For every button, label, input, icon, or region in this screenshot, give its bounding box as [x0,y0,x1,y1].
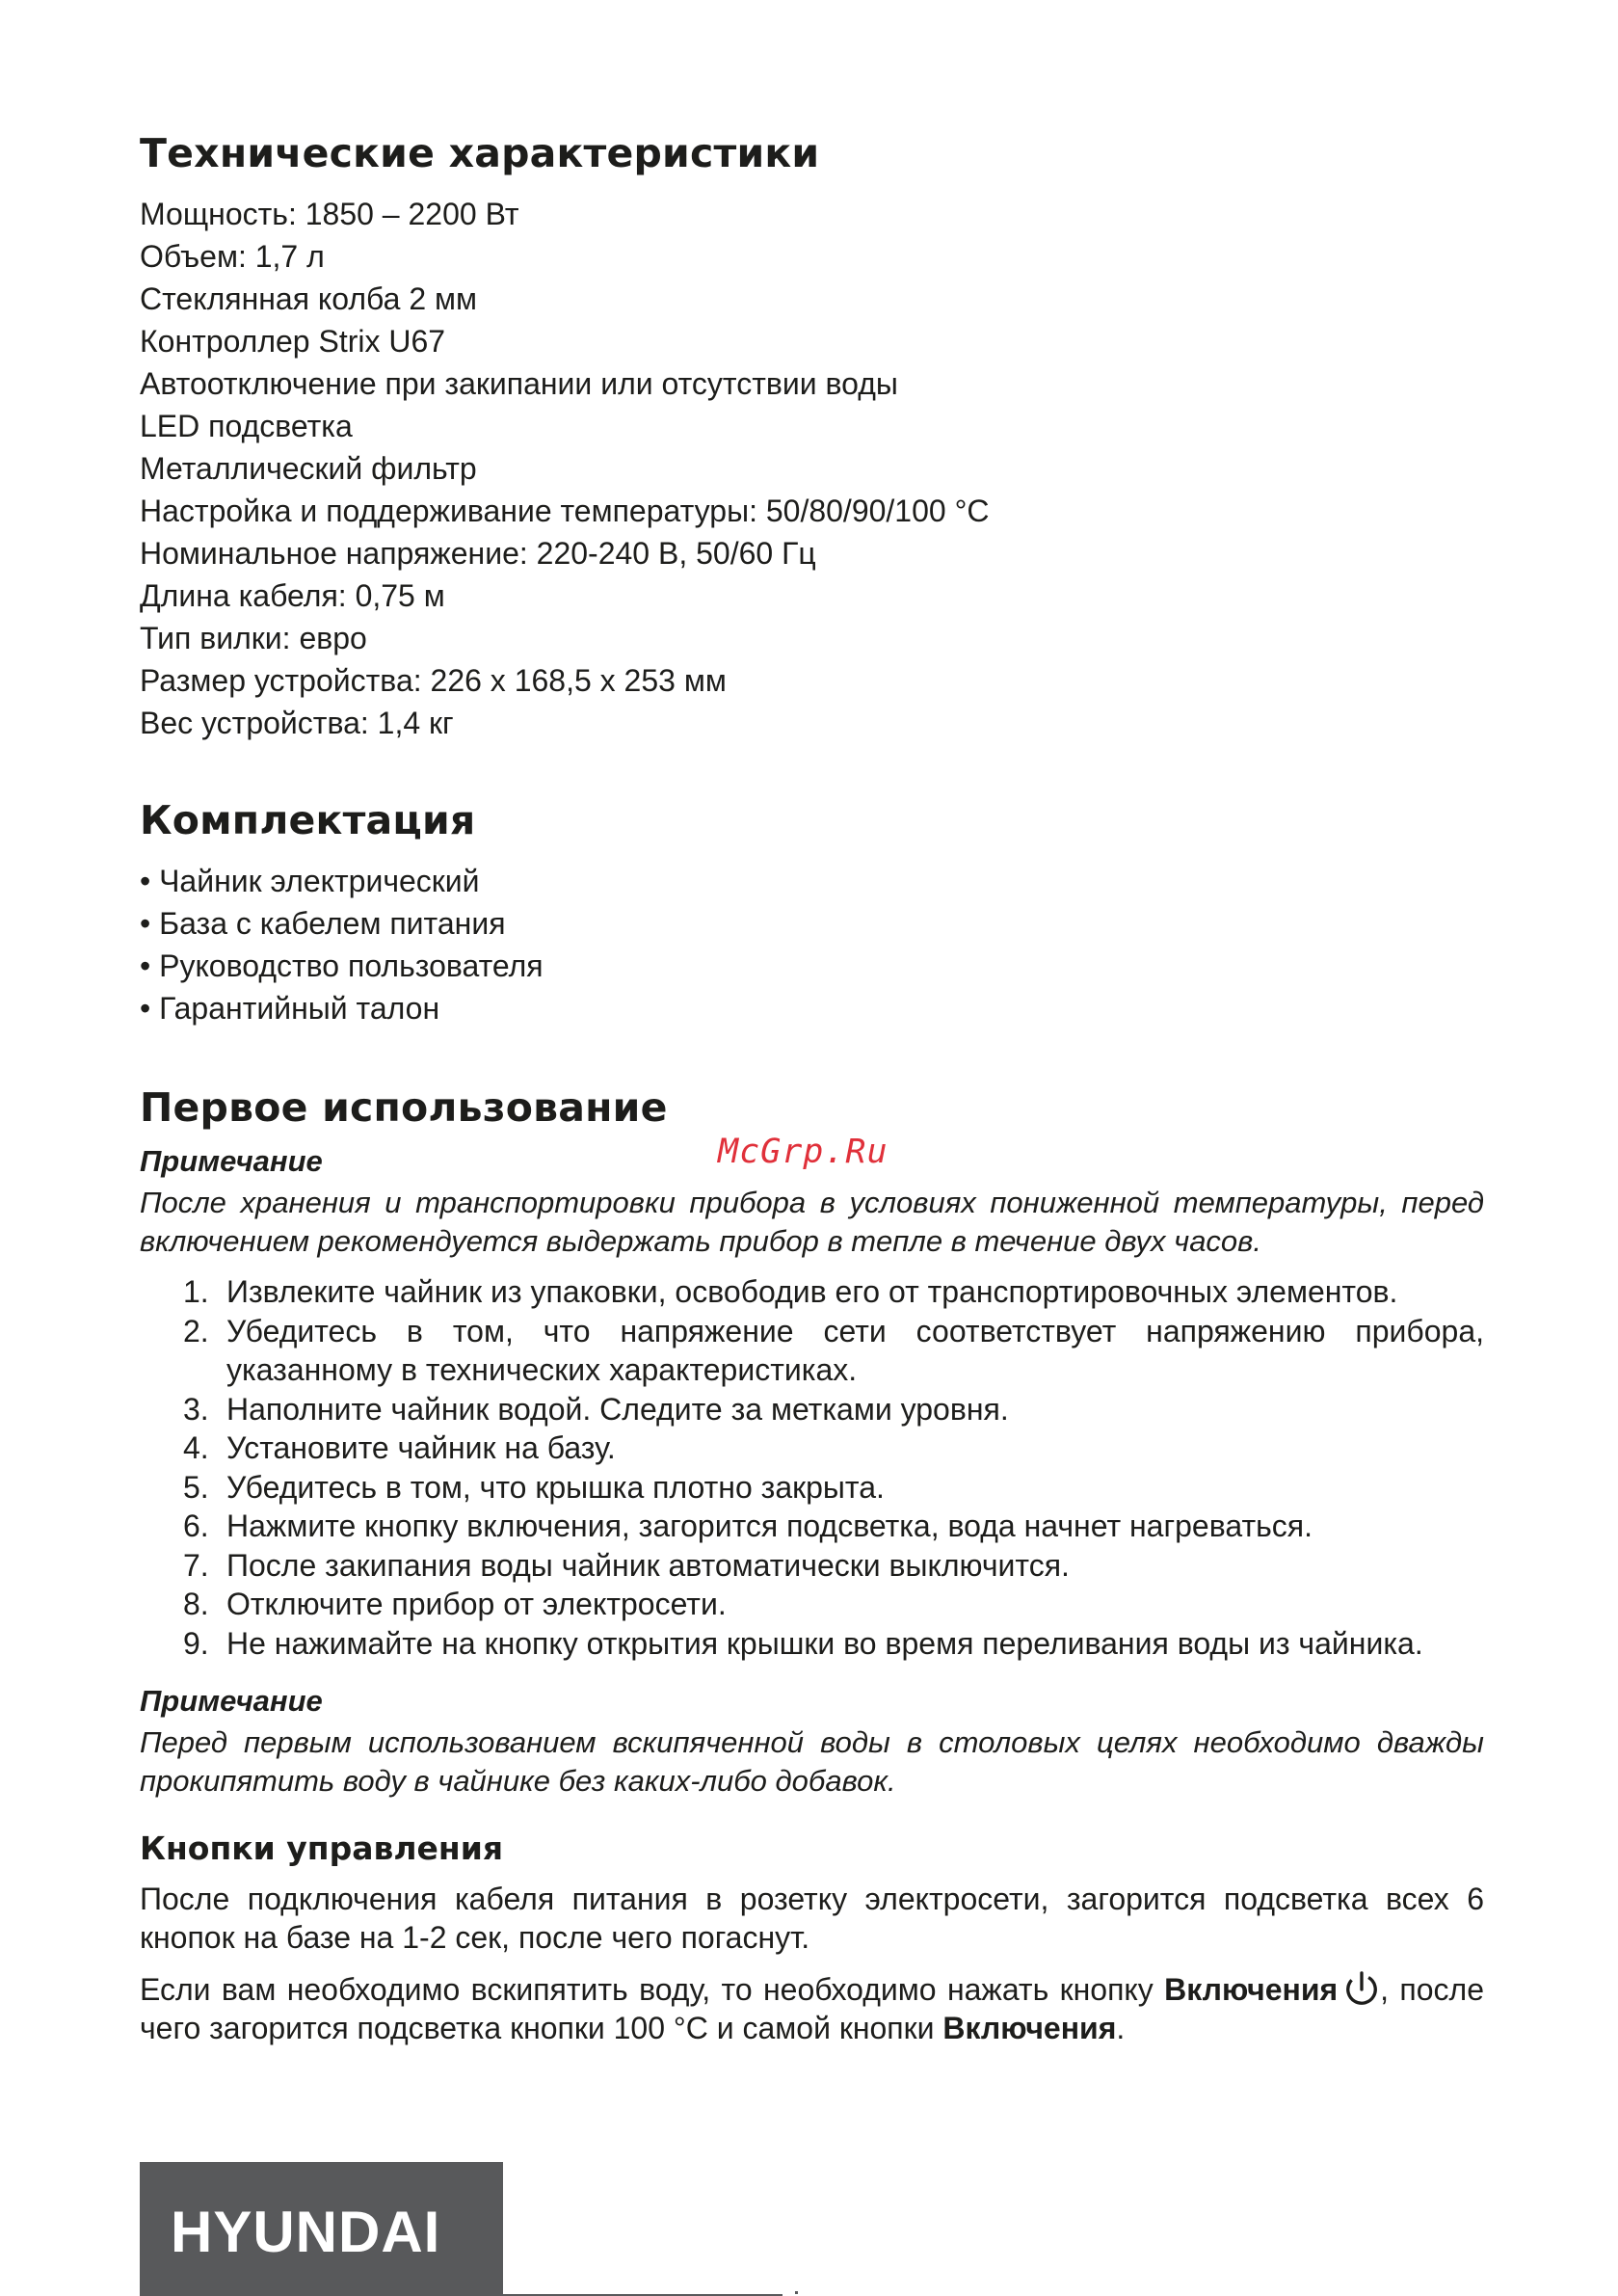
buttons-paragraph: После подключения кабеля питания в розетку электросети, загорится подсветка всех 6 кнопок на базе на 1-2 сек, после чего погаснут. [140,1882,1484,1955]
step-item [140,1546,1484,1586]
step-text: Извлеките чайник из упаковки, освободив его от транспортировочных элементов. [226,1274,1398,1309]
kit-item: • База с кабелем питания [140,906,506,941]
step-text: Установите чайник на базу. [226,1430,616,1465]
note-title: Примечание [140,1684,323,1718]
step-number: 4. [183,1430,209,1465]
step-number: 3. [183,1391,209,1427]
step-item [140,1428,1484,1468]
footer-mark [795,2291,798,2294]
spec-item: Вес устройства: 1,4 кг [140,706,454,740]
step-number: 2. [183,1313,209,1348]
first-use-heading: Первое использование [140,1084,668,1131]
spec-item: Мощность: 1850 – 2200 Вт [140,197,519,231]
spec-item: Металлический фильтр [140,451,477,486]
step-text: Отключите прибор от электросети. [226,1587,727,1621]
para-text: Если вам необходимо вскипятить воду, то необходимо нажать кнопку [140,1972,1165,2007]
step-item [140,1312,1484,1390]
kit-item: • Руководство пользователя [140,948,544,983]
spec-item: Стеклянная колба 2 мм [140,281,478,316]
spec-item: LED подсветка [140,409,353,443]
power-label: Включения [1164,1972,1339,2007]
step-item [140,1272,1484,1312]
step-text: Наполните чайник водой. Следите за метками уровня. [226,1391,1009,1427]
spec-item: Объем: 1,7 л [140,239,325,274]
brand-logo [140,2162,503,2296]
step-text: Нажмите кнопку включения, загорится подсветка, вода начнет нагреваться. [226,1508,1313,1543]
step-item [140,1624,1484,1664]
step-item [140,1507,1484,1546]
para-text: . [1116,2011,1126,2045]
step-number: 5. [183,1469,209,1505]
note-text: Перед первым использованием вскипяченной воды в столовых целях необходимо дважды прокипятить воду в чайнике без каких-либо добавок. [140,1725,1484,1798]
note-text: После хранения и транспортировки прибора в условиях пониженной температуры, перед включением рекомендуется выдержать прибор в тепле в течение двух часов. [140,1186,1484,1258]
step-number: 8. [183,1587,209,1621]
para-text: , после чего загорится подсветка кнопки 100 °C и самой кнопки [140,1972,1485,2045]
spec-item: Контроллер Strix U67 [140,324,446,359]
kit-heading: Комплектация [140,797,476,843]
control-buttons-heading: Кнопки управления [140,1829,504,1867]
step-number: 9. [183,1625,209,1661]
step-text: После закипания воды чайник автоматически выключится. [226,1547,1070,1583]
watermark: McGrp.Ru [718,1133,889,1171]
brand-logo-text: HYUNDAI [171,2200,441,2264]
spec-item: Тип вилки: евро [140,621,367,655]
power-label: Включения [942,2011,1117,2045]
step-text: Не нажимайте на кнопку открытия крышки во время переливания воды из чайника. [226,1625,1423,1661]
step-text: Убедитесь в том, что крышка плотно закрыта. [226,1469,885,1505]
step-item [140,1468,1484,1508]
kit-list [140,860,544,1029]
spec-item: Размер устройства: 226 x 168,5 x 253 мм [140,663,727,698]
step-item [140,1390,1484,1429]
buttons-paragraph [140,1970,1484,2047]
step-number: 7. [183,1547,209,1583]
note-title: Примечание [140,1144,323,1178]
spec-item: Длина кабеля: 0,75 м [140,578,445,613]
specs-list [140,193,989,744]
first-use-steps [140,1272,1484,1663]
step-number: 1. [183,1274,209,1309]
step-text: Убедитесь в том, что напряжение сети соответствует напряжению прибора, указанному в технических характеристиках. [226,1313,1484,1387]
step-item [140,1585,1484,1624]
spec-item: Автоотключение при закипании или отсутствии воды [140,366,898,401]
kit-item: • Чайник электрический [140,864,480,898]
kit-item: • Гарантийный талон [140,991,440,1026]
specs-heading: Технические характеристики [140,130,820,176]
step-number: 6. [183,1508,209,1543]
power-icon [1343,1970,1380,2007]
spec-item: Номинальное напряжение: 220-240 В, 50/60 Гц [140,536,816,571]
spec-item: Настройка и поддерживание температуры: 50/80/90/100 °C [140,494,990,528]
